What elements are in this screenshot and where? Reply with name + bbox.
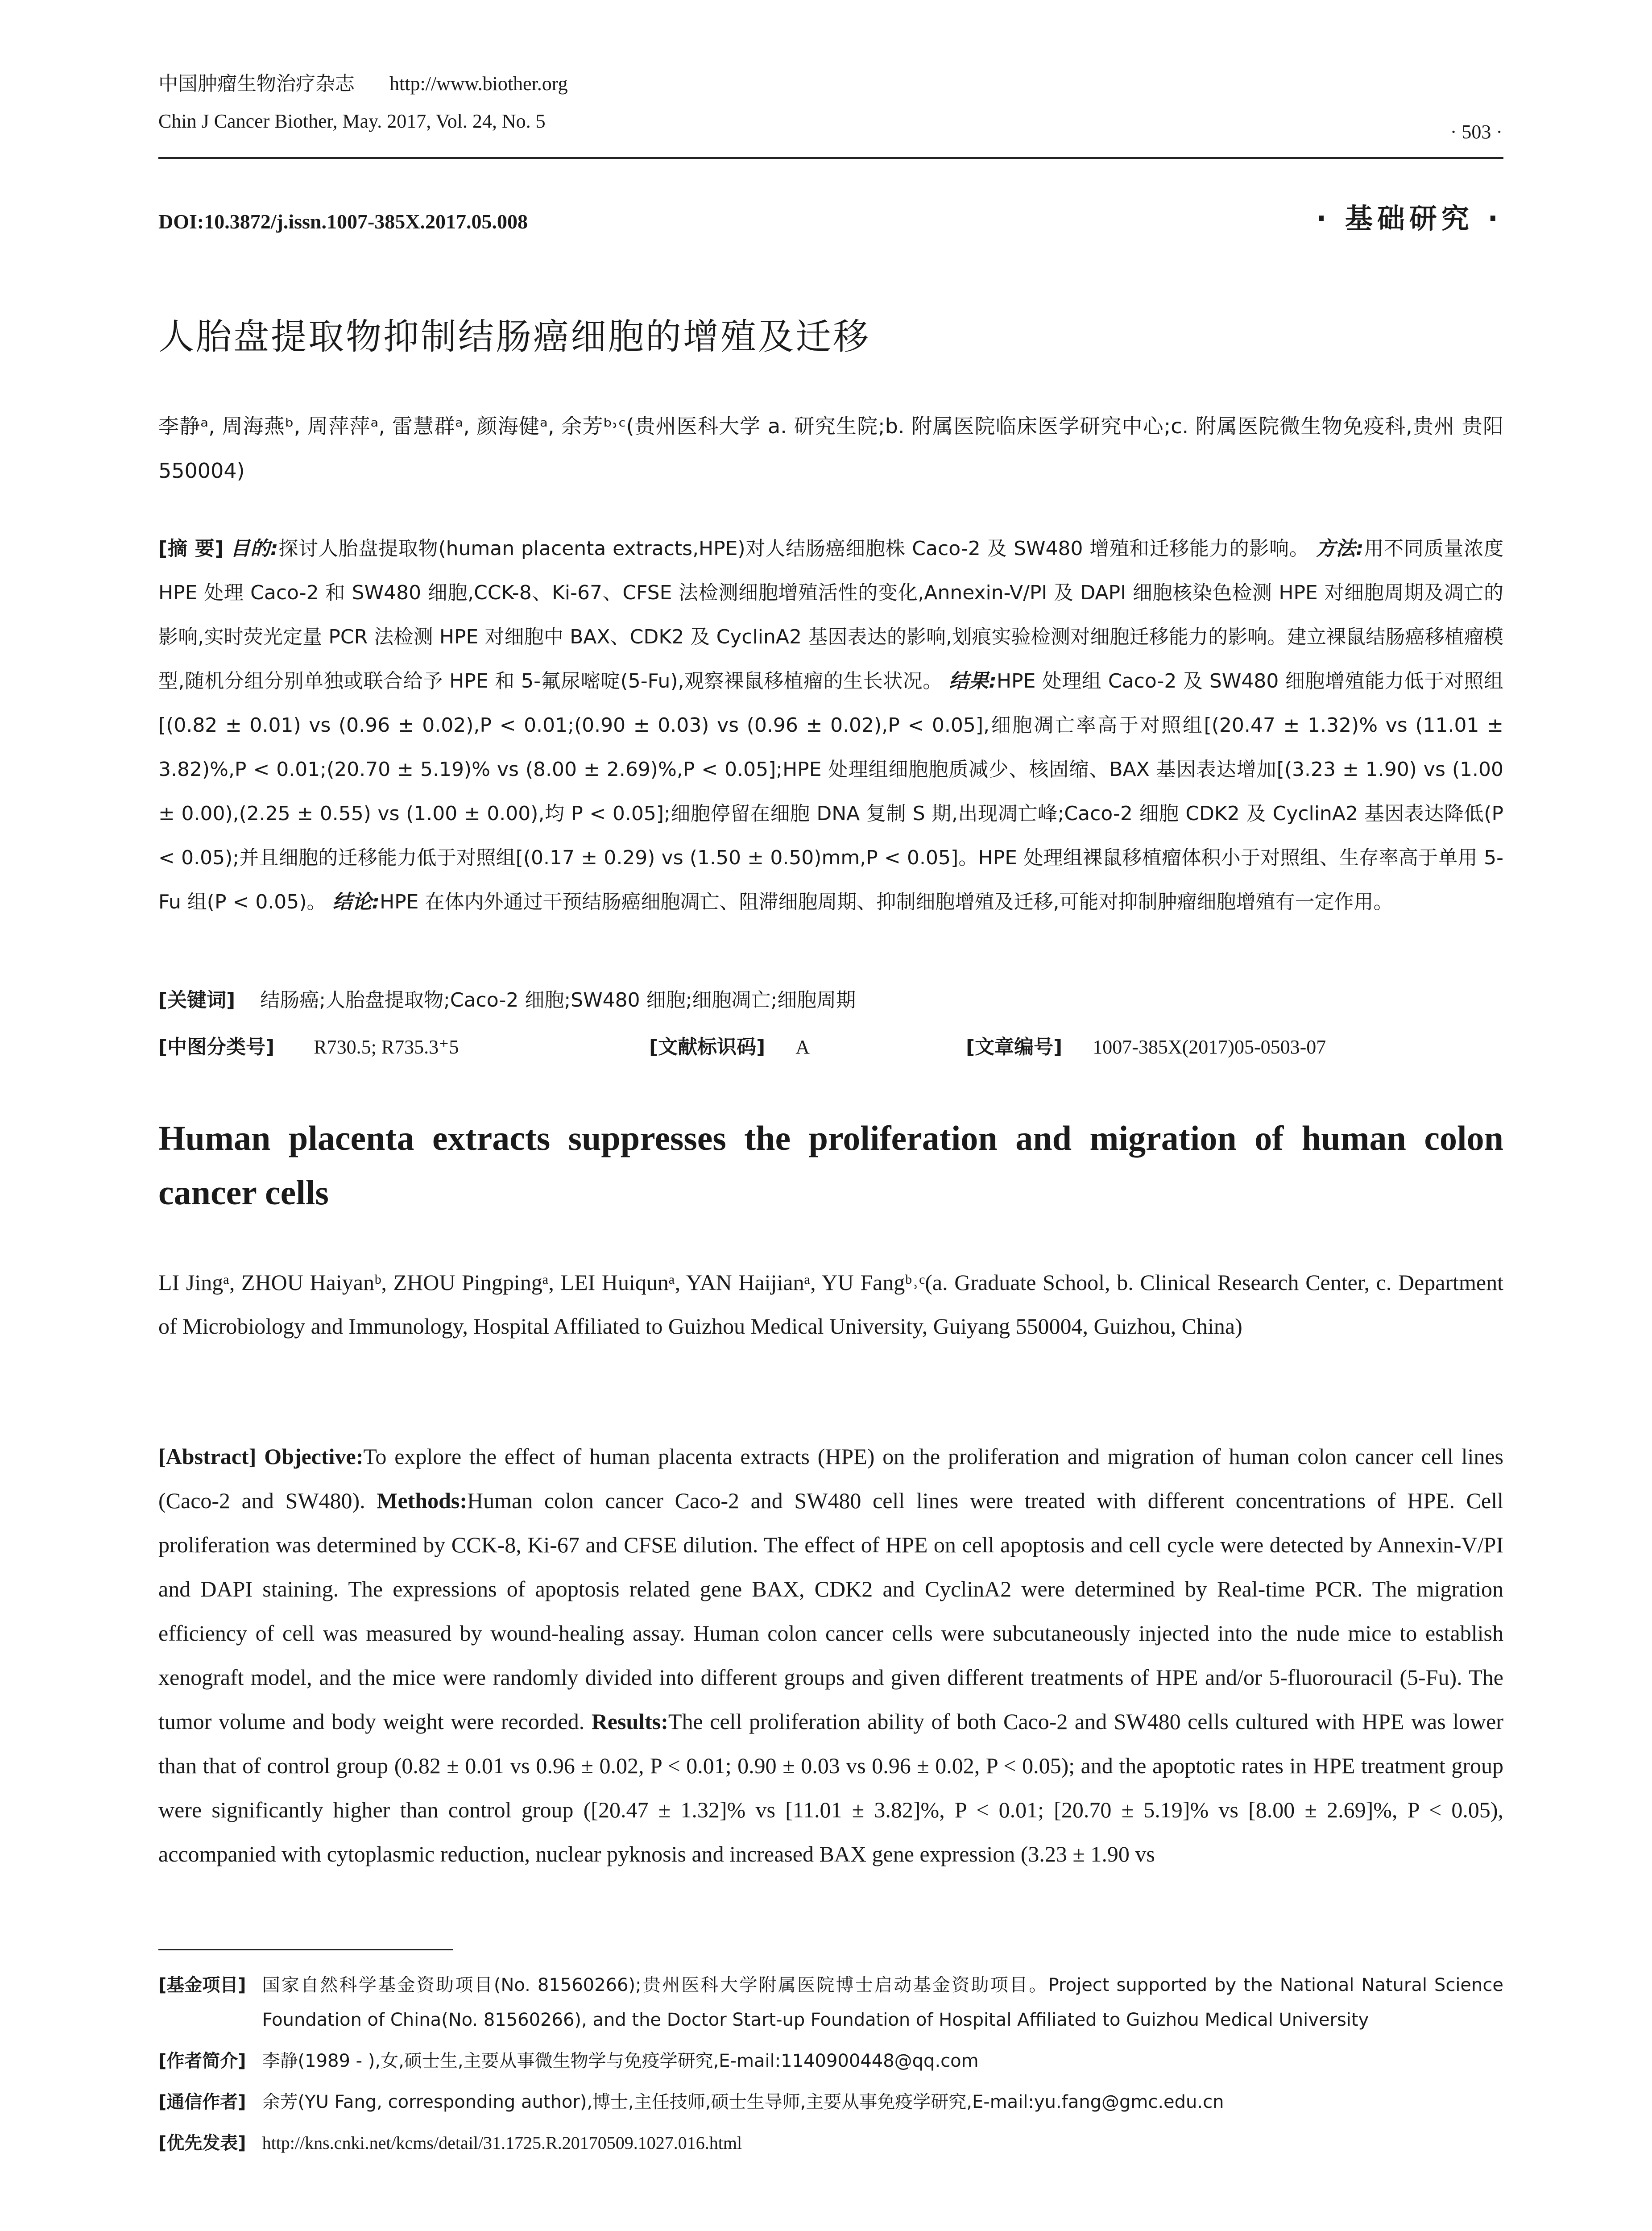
footnote-label: [基金项目] [158,1975,246,1995]
results-cn: HPE 处理组 Caco-2 及 SW480 细胞增殖能力低于对照组[(0.82 ± 0.01) vs (0.96 ± 0.02),P < 0.01;(0.90 ± 0.03) vs (0.96 ± 0.02),P < 0.05],细胞凋亡率高于对照组[(20.47 ± 1.32)% vs (11.01 ± 3.82)%,P < 0.01;(20.70 ± 5.19)% vs (8.00 ± 2.69)%,P < 0.05];HPE 处理组细胞胞质减少、核固缩、BAX 基因表达增加[(3.23 ± 1.90) vs (1.00 ± 0.00),(2.25 ± 0.55) vs (1.00 ± 0.00),均 P < 0.05];细胞停留在细胞 DNA 复制 S 期,出现凋亡峰;Caco-2 细胞 CDK2 及 CyclinA2 基因表达降低(P < 0.05);并且细胞的迁移能力低于对照组[(0.17 ± 0.29) vs (1.50 ± 0.50)mm,P < 0.05]。HPE 处理组裸鼠移植瘤体积小于对照组、生存率高于单用 5-Fu 组(P < 0.05)。 [158,670,1503,913]
footnote-link[interactable]: http://kns.cnki.net/kcms/detail/31.1725.R.20170509.1027.016.html [262,2133,742,2153]
authors-en: LI Jingᵃ, ZHOU Haiyanᵇ, ZHOU Pingpingᵃ, LEI Huiqunᵃ, YAN Haijianᵃ, YU Fangᵇ˒ᶜ(a. Graduate School, b. Clinical Research Center, c. Department of Microbiology and Immunology, Hospital Affiliated to Guizhou Medical University, Guiyang 550004, Guizhou, China) [158,1270,1503,1339]
conclusion-label-cn: 结论: [332,891,380,913]
doc-code-value: A [795,1036,810,1058]
classification-doc [649,1031,810,1059]
journal-name-en: Chin J Cancer Biother, May. 2017, Vol. 24, No. 5 [158,110,546,132]
footnote-label: [通信作者] [158,2092,246,2112]
footnote-text: 李静(1989 - ),女,硕士生,主要从事微生物学与免疫学研究,E-mail:1140900448@qq.com [262,2051,979,2071]
abstract-en-label: [Abstract] [158,1444,257,1469]
classification-clc [158,1031,459,1059]
journal-header [158,71,568,96]
conclusion-cn: HPE 在体内外通过干预结肠癌细胞凋亡、阻滞细胞周期、抑制细胞增殖及迁移,可能对抑制肿瘤细胞增殖有一定作用。 [380,891,1393,913]
footnote-label: [作者简介] [158,2051,246,2071]
methods-label-cn: 方法: [1316,537,1364,560]
methods-cn: 用不同质量浓度 HPE 处理 Caco-2 和 SW480 细胞,CCK-8、Ki-67、CFSE 法检测细胞增殖活性的变化,Annexin-V/PI 及 DAPI 细胞核染色检测 HPE 对细胞周期及凋亡的影响,实时荧光定量 PCR 法检测 HPE 对细胞中 BAX、CDK2 及 CyclinA2 基因表达的影响,划痕实验检测对细胞迁移能力的影响。建立裸鼠结肠癌移植瘤模型,随机分组分别单独或联合给予 HPE 和 5-氟尿嘧啶(5-Fu),观察裸鼠移植瘤的生长状况。 [158,537,1503,693]
results-label-en: Results: [591,1709,668,1734]
results-label-cn: 结果: [949,670,997,693]
objective-label-en: Objective: [264,1444,364,1469]
classification-article [966,1031,1326,1059]
methods-label-en: Methods: [377,1488,468,1513]
footnotes [158,1968,1503,2167]
footnote-text: 余芳(YU Fang, corresponding author),博士,主任技师,硕士生导师,主要从事免疫学研究,E-mail:yu.fang@gmc.edu.cn [262,2092,1224,2112]
keywords-text: 结肠癌;人胎盘提取物;Caco-2 细胞;SW480 细胞;细胞凋亡;细胞周期 [260,989,856,1012]
doc-code-label: [文献标识码] [649,1036,766,1058]
section-tag: · 基础研究 · [1316,202,1503,235]
doi[interactable]: DOI:10.3872/j.issn.1007-385X.2017.05.008 [158,210,528,233]
header-rule [158,157,1503,159]
title-en: Human placenta extracts suppresses the proliferation and migration of human colon cancer cells [158,1119,1503,1212]
results-en: The cell proliferation ability of both Caco-2 and SW480 cells cultured with HPE was lower than that of control group (0.82 ± 0.01 vs 0.96 ± 0.02, P < 0.01; 0.90 ± 0.03 vs 0.96 ± 0.02, P < 0.05); and the apoptotic rates in HPE treatment group were significantly higher than control group ([20.47 ± 1.32]% vs [11.01 ± 3.82]%, P < 0.01; [20.70 ± 5.19]% vs [8.00 ± 2.69]%, P < 0.05), accompanied with cytoplasmic reduction, nuclear pyknosis and increased BAX gene expression (3.23 ± 1.90 vs [158,1709,1503,1866]
article-number-label: [文章编号] [966,1036,1063,1058]
page-number: · 503 · [1450,121,1503,143]
article-number-value: 1007-385X(2017)05-0503-07 [1093,1036,1326,1058]
title-cn: 人胎盘提取物抑制结肠癌细胞的增殖及迁移 [158,316,870,357]
abstract-en [158,1435,1503,1876]
footnote-author-bio [158,2044,1503,2078]
methods-en: Human colon cancer Caco-2 and SW480 cell lines were treated with different concentrations of HPE. Cell proliferation was determined by CCK-8, Ki-67 and CFSE dilution. The effect of HPE on cell apoptosis and cell cycle were detected by Annexin-V/PI and DAPI staining. The expressions of apoptosis related gene BAX, CDK2 and CyclinA2 were determined by Real-time PCR. The migration efficiency of cell was measured by wound-healing assay. Human colon cancer cells were subcutaneously injected into the nude mice to establish xenograft model, and the mice were randomly divided into different groups and given different treatments of HPE and/or 5-fluorouracil (5-Fu). The tumor volume and body weight were recorded. [158,1488,1503,1734]
footnote-corresponding [158,2085,1503,2119]
authors-cn: 李静ᵃ, 周海燕ᵇ, 周萍萍ᵃ, 雷慧群ᵃ, 颜海健ᵃ, 余芳ᵇ˒ᶜ(贵州医科大学 a. 研究生院;b. 附属医院临床医学研究中心;c. 附属医院微生物免疫科,贵州 贵阳 550004) [158,414,1503,483]
footnote-funding [158,1968,1503,2037]
abstract-cn [158,527,1503,924]
objective-en: To explore the effect of human placenta extracts (HPE) on the proliferation and migration of human colon cancer cell lines (Caco-2 and SW480). [158,1444,1504,1513]
footnote-text: 国家自然科学基金资助项目(No. 81560266);贵州医科大学附属医院博士启动基金资助项目。Project supported by the National Natural Science Foundation of China(No. 81560266), and the Doctor Start-up Foundation of Hospital Affiliated to Guizhou Medical University [262,1975,1503,2030]
keywords-label: [关键词] [158,989,236,1012]
clc-label: [中图分类号] [158,1036,275,1058]
keywords [158,984,856,1012]
footnote-label: [优先发表] [158,2133,246,2153]
journal-url[interactable]: http://www.biother.org [389,73,568,95]
footnote-rule [158,1949,453,1950]
journal-name-cn: 中国肿瘤生物治疗杂志 [158,72,355,95]
footnote-online-first [158,2126,1503,2161]
abstract-cn-label: [摘 要] [158,537,224,560]
objective-cn: 探讨人胎盘提取物(human placenta extracts,HPE)对人结肠癌细胞株 Caco-2 及 SW480 增殖和迁移能力的影响。 [278,537,1309,560]
objective-label-cn: 目的: [230,537,278,560]
clc-value: R730.5; R735.3⁺5 [314,1036,459,1058]
